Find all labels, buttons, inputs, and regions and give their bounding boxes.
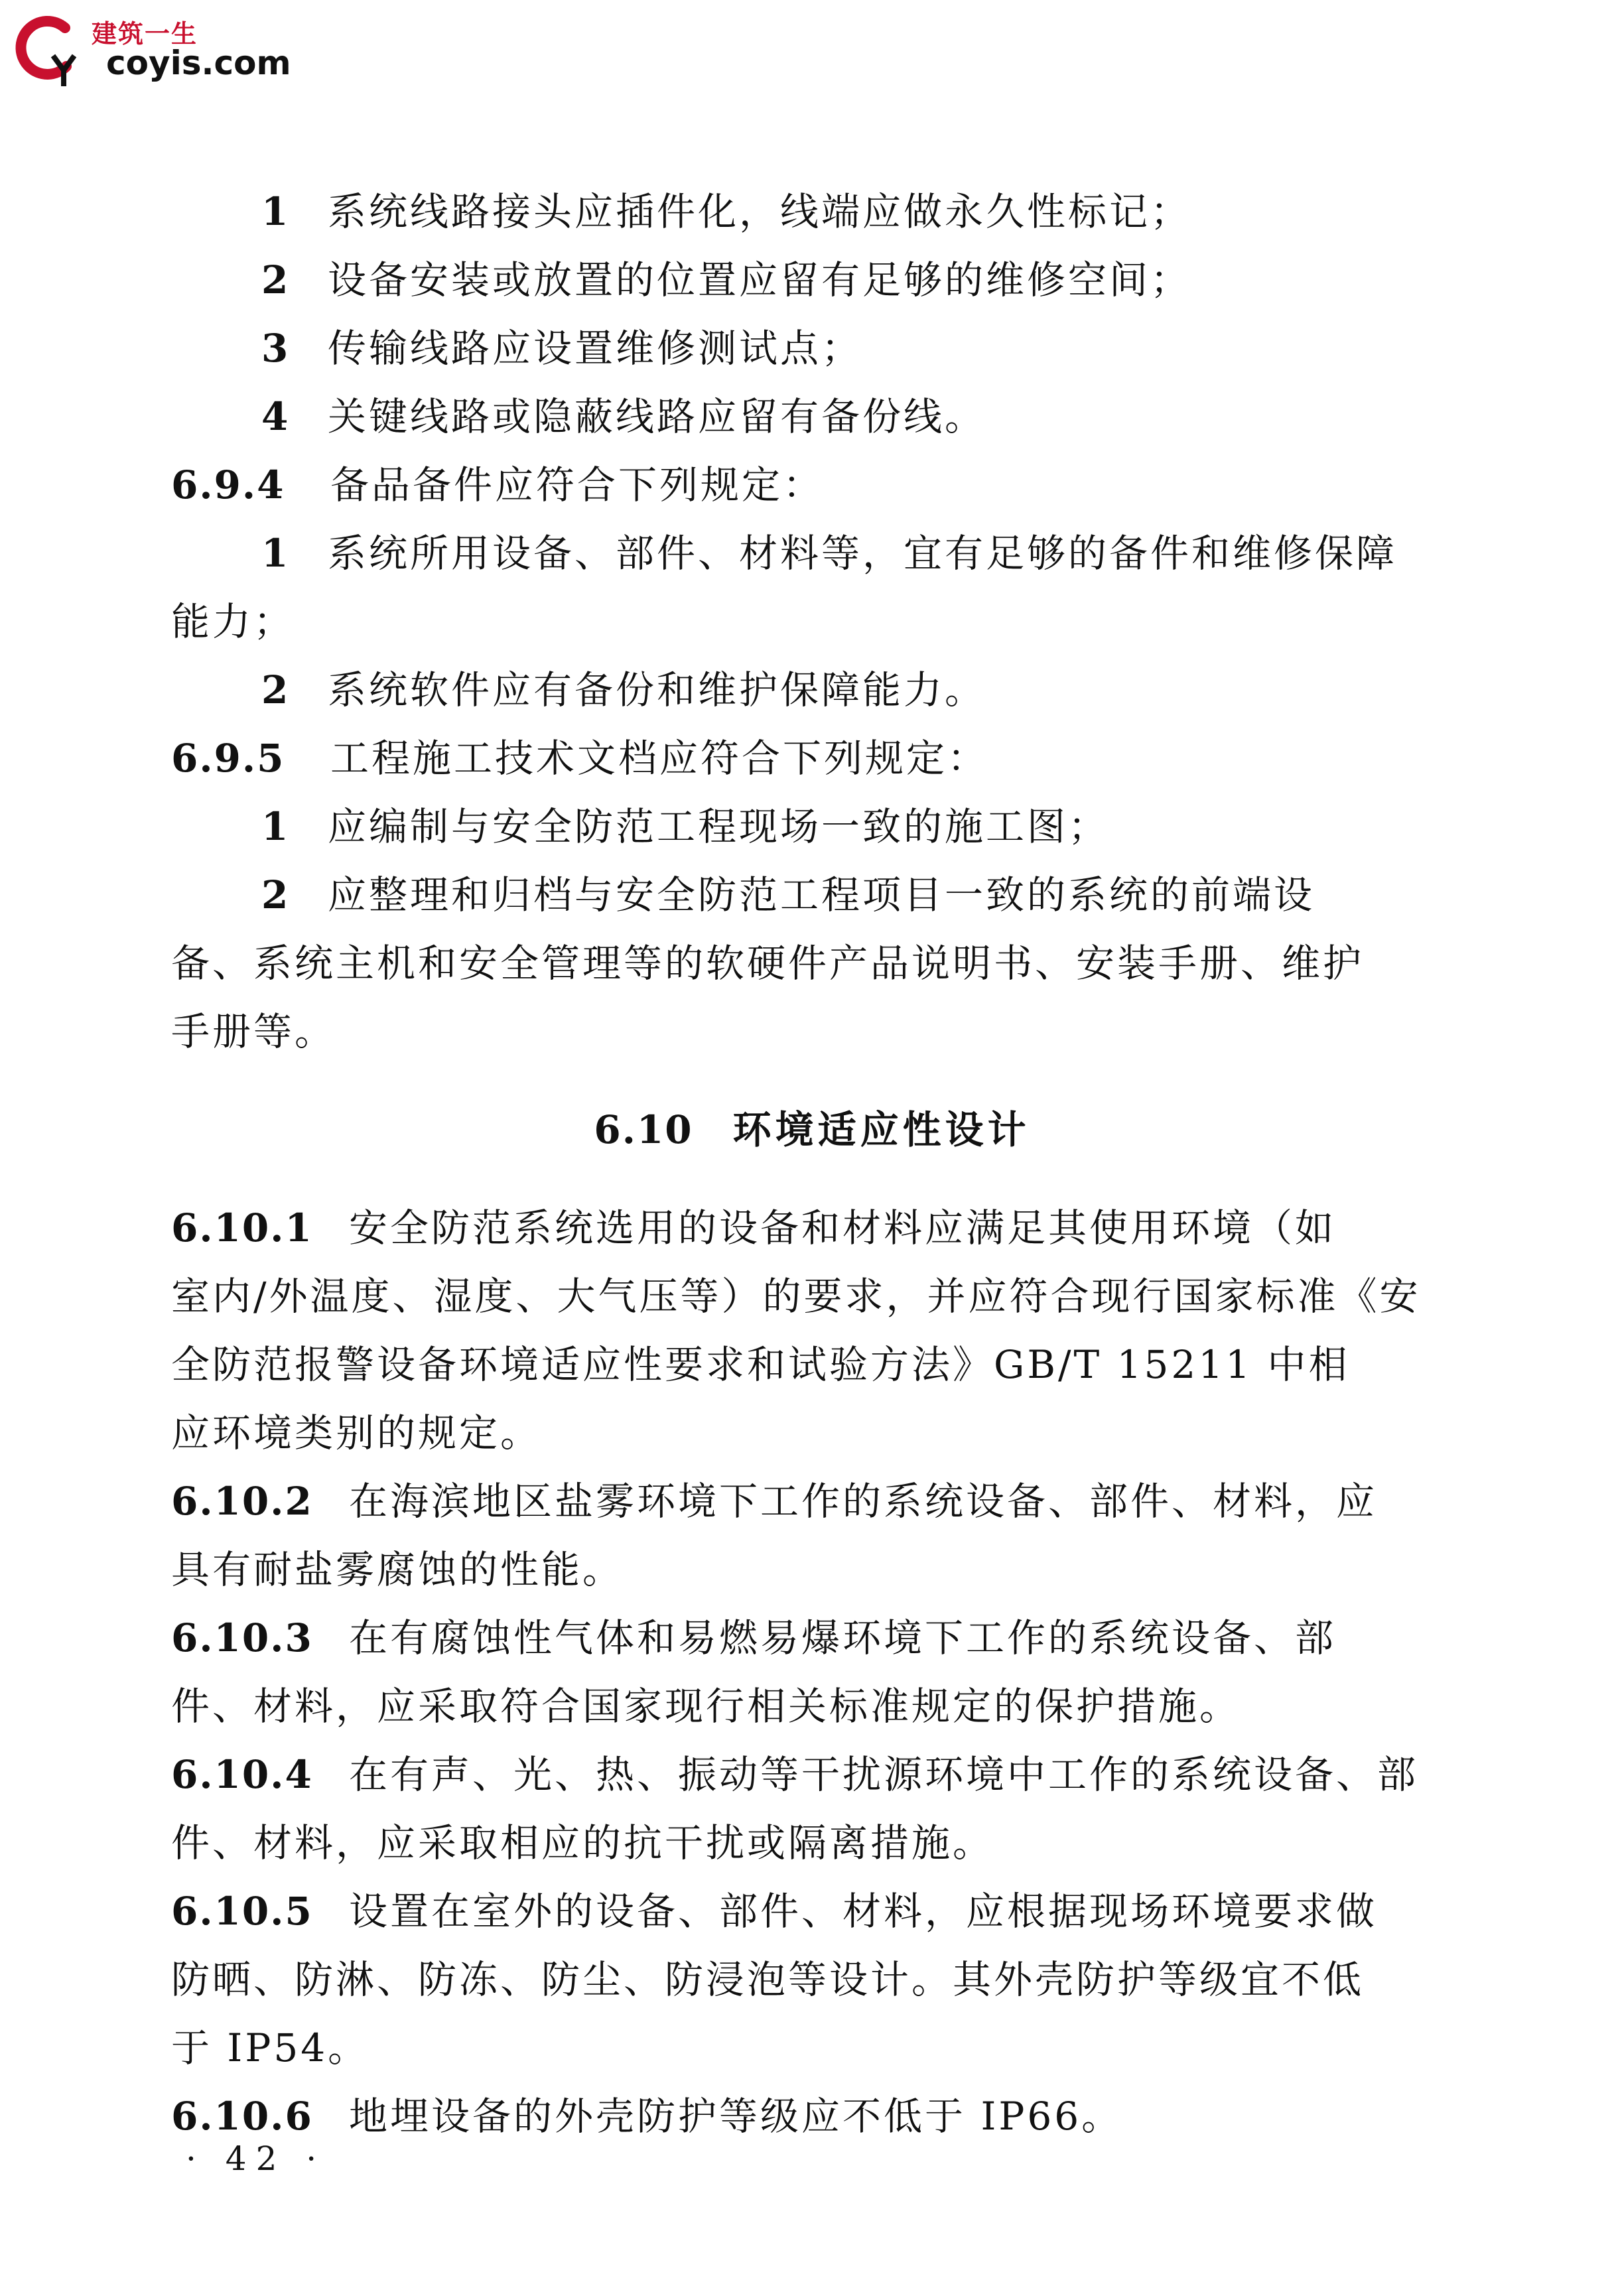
clause-number: 6.10.1	[171, 1205, 313, 1250]
list-item	[171, 519, 1453, 588]
clause-6-10-3	[171, 1604, 1453, 1672]
clause-continuation: 具有耐盐雾腐蚀的性能。	[171, 1547, 624, 1592]
clause-number: 6.10.6	[171, 2094, 313, 2139]
list-item	[171, 861, 1453, 929]
clause-number: 6.10.4	[171, 1752, 313, 1797]
item-text: 系统线路接头应插件化，线端应做永久性标记；	[328, 189, 1192, 234]
clause-continuation: 全防范报警设备环境适应性要求和试验方法》GB/T 15211 中相	[171, 1342, 1350, 1387]
item-text: 系统所用设备、部件、材料等，宜有足够的备件和维修保障	[328, 531, 1398, 576]
item-number: 1	[261, 804, 289, 849]
item-number: 2	[261, 257, 289, 303]
section-title: 环境适应性设计	[732, 1107, 1030, 1152]
clause-text: 安全防范系统选用的设备和材料应满足其使用环境（如	[349, 1205, 1337, 1250]
section-number: 6.10	[594, 1107, 693, 1152]
item-number: 2	[261, 872, 289, 917]
clause-continuation: 件、材料，应采取相应的抗干扰或隔离措施。	[171, 1820, 994, 1865]
item-number: 4	[261, 394, 289, 439]
clause-text: 在海滨地区盐雾环境下工作的系统设备、部件、材料，应	[349, 1479, 1378, 1524]
clause-6-10-2	[171, 1467, 1453, 1536]
item-continuation: 手册等。	[171, 1009, 336, 1054]
item-text: 应编制与安全防范工程现场一致的施工图；	[328, 804, 1110, 849]
list-item	[171, 178, 1453, 246]
clause-text: 在有腐蚀性气体和易燃易爆环境下工作的系统设备、部	[349, 1615, 1337, 1660]
clause-text: 地埋设备的外壳防护等级应不低于 IP66。	[349, 2094, 1123, 2139]
list-item	[171, 314, 1453, 383]
clause-number: 6.9.5	[171, 736, 285, 781]
item-continuation: 备、系统主机和安全管理等的软硬件产品说明书、安装手册、维护	[171, 941, 1365, 986]
clause-6-10-6	[171, 2082, 1453, 2151]
item-text: 传输线路应设置维修测试点；	[328, 326, 863, 371]
watermark-logo	[7, 9, 291, 89]
clause-continuation: 防晒、防淋、防冻、防尘、防浸泡等设计。其外壳防护等级宜不低	[171, 1957, 1365, 2002]
item-number: 3	[261, 326, 289, 371]
clause-continuation: 件、材料，应采取符合国家现行相关标准规定的保护措施。	[171, 1684, 1241, 1729]
clause-continuation: 应环境类别的规定。	[171, 1410, 542, 1455]
section-heading	[171, 1096, 1453, 1164]
item-text: 系统软件应有备份和维护保障能力。	[328, 667, 986, 712]
item-text: 关键线路或隐蔽线路应留有备份线。	[328, 394, 986, 439]
list-item	[171, 656, 1453, 724]
clause-text: 在有声、光、热、振动等干扰源环境中工作的系统设备、部	[349, 1752, 1419, 1797]
list-item	[171, 246, 1453, 314]
clause-6-9-5	[171, 724, 1453, 793]
clause-continuation: 于 IP54。	[171, 2025, 370, 2070]
clause-text: 设置在室外的设备、部件、材料，应根据现场环境要求做	[349, 1889, 1378, 1934]
watermark-brand-cn: 建筑一生	[92, 19, 198, 48]
clause-6-10-1	[171, 1194, 1453, 1262]
clause-number: 6.10.5	[171, 1889, 313, 1934]
clause-continuation: 室内/外温度、湿度、大气压等）的要求，并应符合现行国家标准《安	[171, 1274, 1421, 1319]
list-item	[171, 793, 1453, 861]
item-continuation: 能力；	[171, 599, 295, 644]
clause-number: 6.10.2	[171, 1479, 313, 1524]
item-number: 1	[261, 189, 289, 234]
document-body	[171, 178, 1453, 2151]
clause-text: 工程施工技术文档应符合下列规定：	[330, 736, 989, 781]
item-number: 1	[261, 531, 289, 576]
clause-number: 6.10.3	[171, 1615, 313, 1660]
item-text: 设备安装或放置的位置应留有足够的维修空间；	[328, 257, 1192, 303]
clause-number: 6.9.4	[171, 462, 285, 507]
clause-6-10-5	[171, 1877, 1453, 1946]
page-number: · 42 ·	[186, 2139, 326, 2178]
item-number: 2	[261, 667, 289, 712]
clause-6-9-4	[171, 451, 1453, 519]
clause-text: 备品备件应符合下列规定：	[330, 462, 825, 507]
watermark-brand-url: coyis.com	[106, 44, 291, 82]
clause-6-10-4	[171, 1741, 1453, 1809]
item-text: 应整理和归档与安全防范工程项目一致的系统的前端设	[328, 872, 1315, 917]
list-item	[171, 383, 1453, 451]
cy-logo-icon	[7, 9, 93, 89]
